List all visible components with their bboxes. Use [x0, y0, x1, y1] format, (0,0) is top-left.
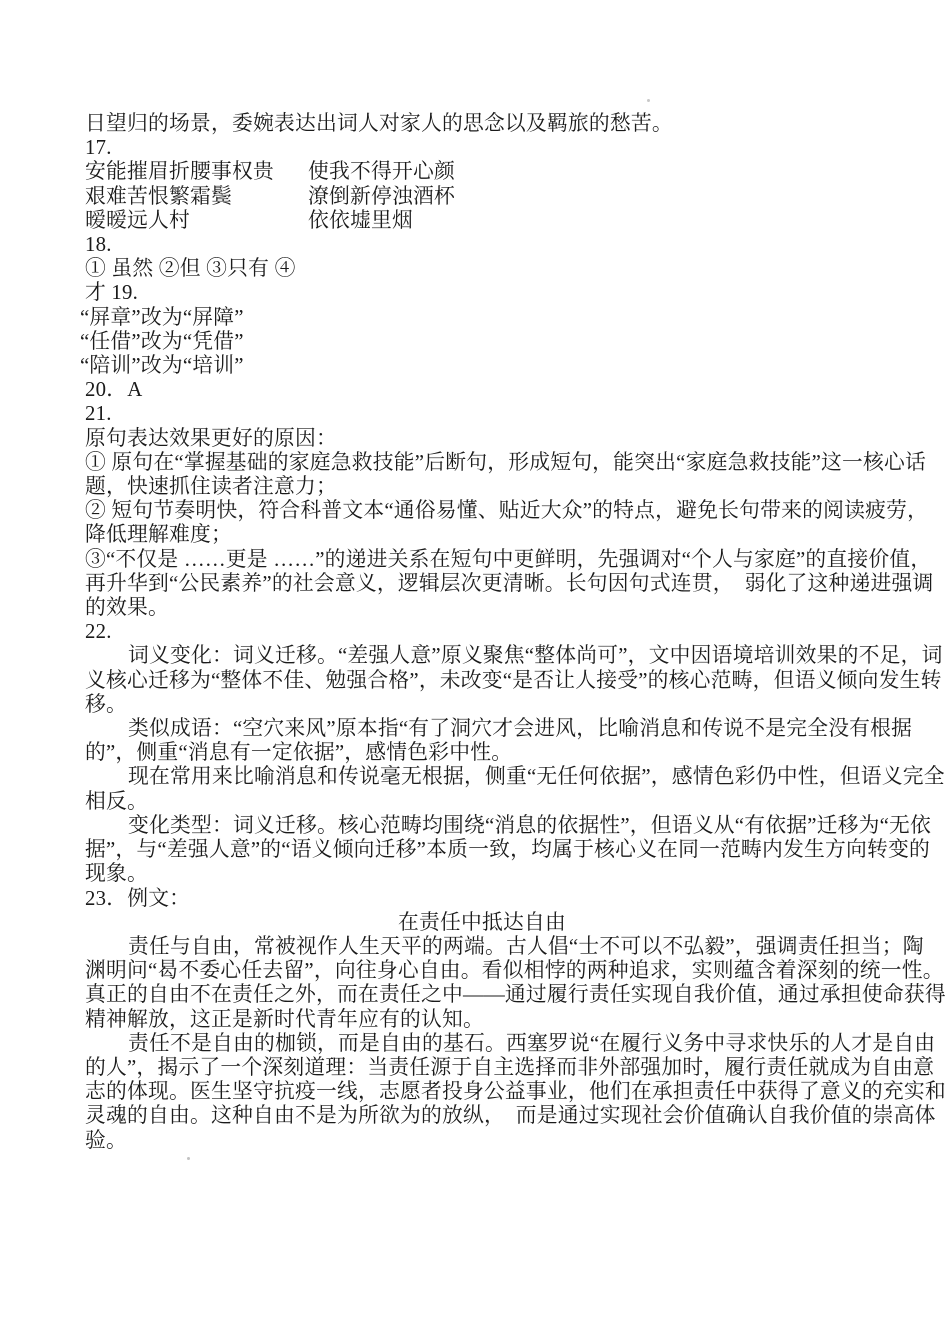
- essay-para2-line1: 责任不是自由的枷锁，而是自由的基石。西塞罗说“在履行义务中寻求快乐的人才是自由: [128, 1031, 936, 1055]
- q17-verse-row-1: [85, 160, 941, 184]
- essay-para2-line4: 灵魂的自由。这种自由不是为所欲为的放纵， 而是通过实现社会价值确认自我价值的崇高体: [85, 1104, 936, 1128]
- q22-type-line1: 变化类型：词义迁移。核心范畴均围绕“消息的依据性”，但语义从“有依据”迁移为“无依: [128, 813, 932, 837]
- verse-left-3: 暧暧远人村: [85, 208, 190, 232]
- essay-para1-line1: 责任与自由，常被视作人生天平的两端。古人倡“士不可以不弘毅”，强调责任担当；陶: [128, 934, 924, 958]
- q17-verse-row-3: [85, 209, 941, 233]
- verse-left-1: 安能摧眉折腰事权贵: [85, 160, 274, 184]
- scan-speck-top: [647, 99, 650, 102]
- q22-meaning-line2: 义核心迁移为“整体不佳、勉强合格”，未改变“是否让人接受”的核心范畴，但语义倾向发生转: [85, 668, 942, 692]
- q20-answer: 20．A: [85, 378, 143, 402]
- essay-para1-line3: 真正的自由不在责任之外，而在责任之中——通过履行责任实现自我价值，通过承担使命获得: [85, 983, 946, 1007]
- q21-point1-line1: ① 原句在“掌握基础的家庭急救技能”后断句，形成短句，能突出“家庭急救技能”这一核心话: [85, 450, 926, 474]
- q18-answers: ① 虽然 ②但 ③只有 ④: [85, 257, 296, 281]
- essay-para2-line2: 的人”，揭示了一个深刻道理：当责任源于自主选择而非外部强加时，履行责任就成为自由意: [85, 1055, 935, 1079]
- answer-sheet-text: [80, 112, 946, 1153]
- q21-point2-line1: ② 短句节奏明快，符合科普文本“通俗易懂、贴近大众”的特点，避免长句带来的阅读疲劳，: [85, 499, 929, 523]
- q22-idiom-line2: 的”，侧重“消息有一定依据”，感情色彩中性。: [85, 741, 513, 765]
- q22-idiom-line1: 类似成语：“空穴来风”原本指“有了洞穴才会进风，比喻消息和传说不是完全没有根据: [128, 717, 913, 741]
- q21-point3-line2: 再升华到“公民素养”的社会意义，逻辑层次更清晰。长句因句式连贯， 弱化了这种递进强调: [85, 571, 934, 595]
- verse-right-3: 依依墟里烟: [308, 208, 413, 232]
- verse-right-1: 使我不得开心颜: [308, 160, 455, 184]
- q22-type-line2: 据”，与“差强人意”的“语义倾向迁移”本质一致，均属于核心义在同一范畴内发生方向转变的: [85, 838, 931, 862]
- q21-point3-line1: ③“不仅是 ……更是 ……”的递进关系在短句中更鲜明，先强调对“个人与家庭”的直接价值，: [85, 547, 932, 571]
- q23-label: 23．例文：: [85, 886, 191, 910]
- q22-type-line3: 现象。: [85, 862, 148, 886]
- q22-modern-line1: 现在常用来比喻消息和传说毫无根据，侧重“无任何依据”，感情色彩仍中性，但语义完全: [128, 765, 945, 789]
- q22-modern-line2: 相反。: [85, 789, 148, 813]
- essay-para1-line4: 精神解放，这正是新时代青年应有的认知。: [85, 1007, 484, 1031]
- q21-point3-line3: 的效果。: [85, 596, 169, 620]
- answer16-conclusion-line: 日望归的场景，委婉表达出词人对家人的思念以及羁旅的愁苦。: [85, 112, 673, 135]
- essay-para1-line2: 渊明问“曷不委心任去留”，向往身心自由。看似相悖的两种追求，实则蕴含着深刻的统一性。: [85, 959, 944, 983]
- q17-label: 17.: [85, 136, 112, 160]
- q21-point2-line2: 降低理解难度；: [85, 523, 232, 547]
- q17-verse-row-2: [85, 185, 941, 209]
- scan-speck-bottom: [187, 1157, 190, 1160]
- verse-right-2: 潦倒新停浊酒杯: [308, 184, 455, 208]
- q22-meaning-line1: 词义变化：词义迁移。“差强人意”原义聚焦“整体尚可”，文中因语境培训效果的不足，词: [128, 644, 943, 668]
- q19-correction-1: “屏章”改为“屏障”: [80, 305, 244, 329]
- q21-point1-line2: 题，快速抓住读者注意力；: [85, 475, 337, 499]
- q19-correction-3: “陪训”改为“培训”: [80, 354, 244, 378]
- q21-intro: 原句表达效果更好的原因：: [85, 426, 337, 450]
- q22-label: 22.: [85, 620, 112, 644]
- essay-para2-line5: 验。: [85, 1128, 127, 1152]
- verse-left-2: 艰难苦恨繁霜鬓: [85, 184, 232, 208]
- essay-title: 在责任中抵达自由: [398, 910, 566, 934]
- q21-label: 21.: [85, 402, 112, 426]
- essay-para2-line3: 志的体现。医生坚守抗疫一线，志愿者投身公益事业，他们在承担责任中获得了意义的充实和: [85, 1080, 946, 1104]
- q22-meaning-line3: 移。: [85, 692, 127, 716]
- q18-label: 18.: [85, 233, 112, 257]
- q19-correction-2: “任借”改为“凭借”: [80, 329, 244, 353]
- q18-tail-and-q19-label: 才 19.: [85, 281, 138, 305]
